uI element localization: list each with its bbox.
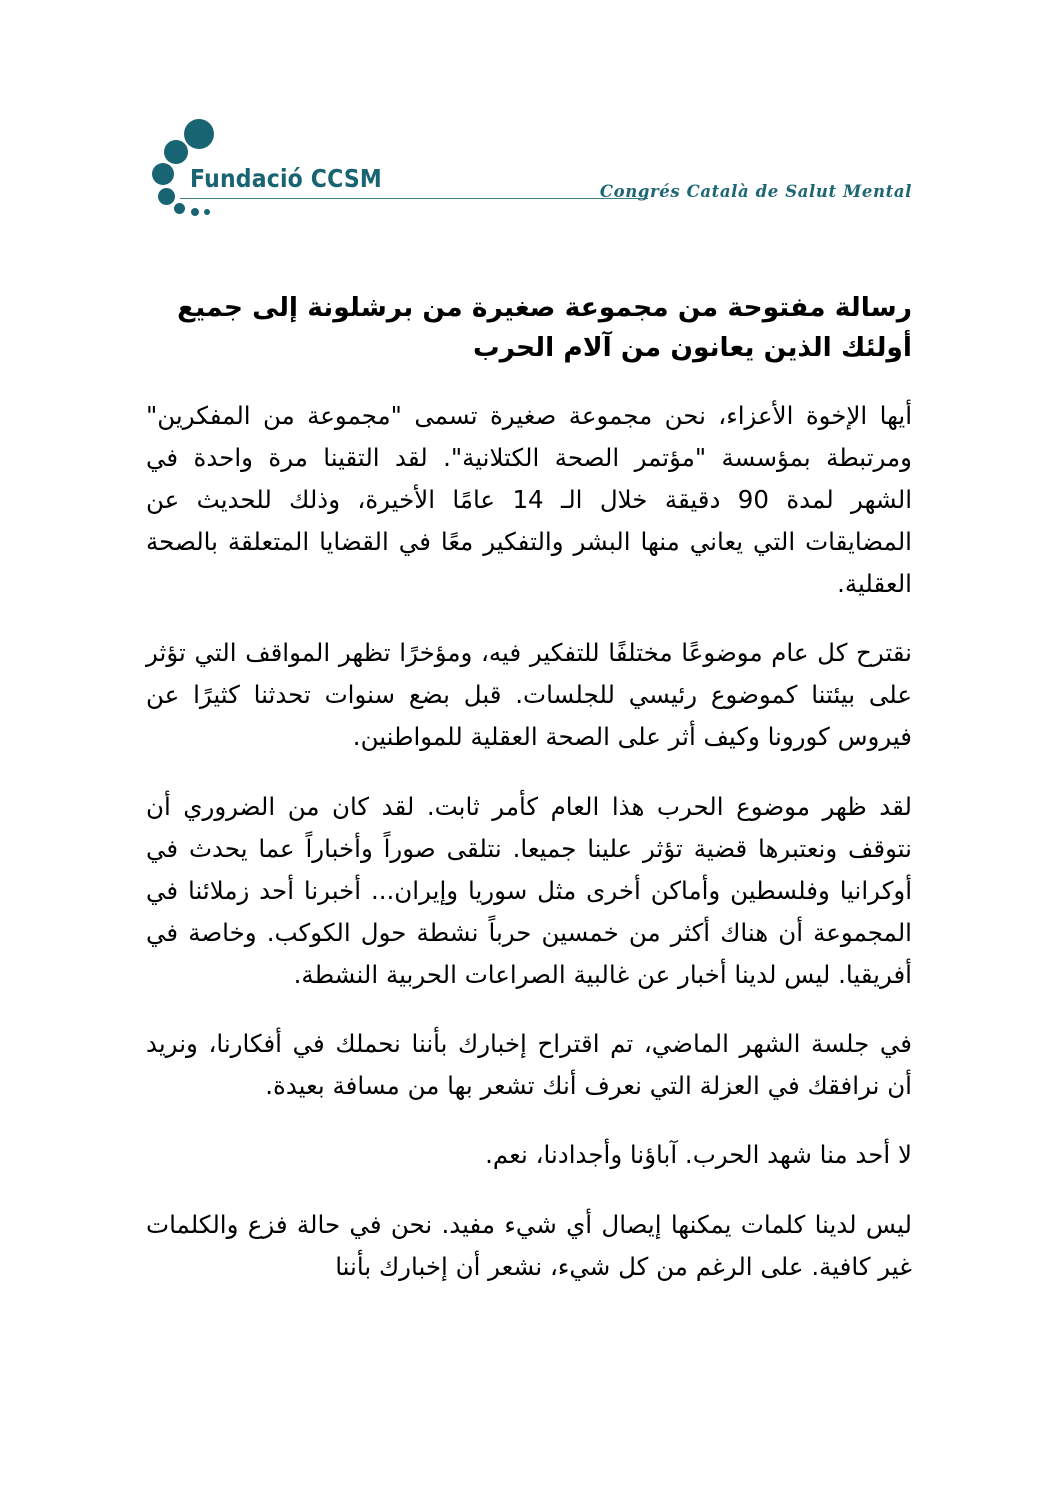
letterhead-header [150, 118, 912, 228]
ccsm-logo [150, 118, 382, 223]
letter-paragraph-4: في جلسة الشهر الماضي، تم اقتراح إخبارك بأننا نحملك في أفكارنا، ونريد أن نرافقك في العزلة التي نعرف أنك تشعر بها من مسافة بعيدة. [146, 1029, 912, 1101]
logo-wordmark: Fundació CCSM [190, 164, 382, 193]
letter-paragraph-2: نقترح كل عام موضوعًا مختلفًا للتفكير فيه، ومؤخرًا تظهر المواقف التي تؤثر على بيئتنا كموضوع رئيسي للجلسات. قبل بضع سنوات تحدثنا كثيرًا عن فيروس كورونا وكيف أثر على الصحة العقلية للمواطنين. [146, 638, 912, 752]
logo-dot-2-icon [164, 140, 188, 164]
logo-dot-1-icon [184, 119, 214, 149]
header-divider-rule [180, 198, 648, 199]
letter-body [146, 288, 912, 1288]
logo-dot-5-icon [174, 203, 185, 214]
logo-dot-7-icon [204, 209, 210, 215]
letter-paragraph-6: ليس لدينا كلمات يمكنها إيصال أي شيء مفيد. نحن في حالة فزع والكلمات غير كافية. على الرغم من كل شيء، نشعر أن إخبارك بأننا [146, 1209, 912, 1281]
header-tagline: Congrés Català de Salut Mental [599, 182, 912, 201]
page-title: رسالة مفتوحة من مجموعة صغيرة من برشلونة إلى جميع أولئك الذين يعانون من آلام الحرب [177, 292, 912, 364]
letter-paragraph-1: أيها الإخوة الأعزاء، نحن مجموعة صغيرة تسمى "مجموعة من المفكرين" ومرتبطة بمؤسسة "مؤتمر الصحة الكتلانية". لقد التقينا مرة واحدة في الشهر لمدة 90 دقيقة خلال الـ 14 عامًا الأخيرة، وذلك للحديث عن المضايقات التي يعاني منها البشر والتفكير معًا في القضايا المتعلقة بالصحة العقلية. [146, 400, 912, 599]
letter-paragraph-5: لا أحد منا شهد الحرب. آباؤنا وأجدادنا، نعم. [485, 1140, 912, 1170]
logo-dot-4-icon [158, 188, 175, 205]
letter-paragraph-3: لقد ظهر موضوع الحرب هذا العام كأمر ثابت. لقد كان من الضروري أن نتوقف ونعتبرها قضية تؤثر علينا جميعا. نتلقى صوراً وأخباراً عما يحدث في أوكرانيا وفلسطين وأماكن أخرى مثل سوريا وإيران... أخبرنا أحد زملائنا في المجموعة أن هناك أكثر من خمسين حرباً نشطة حول الكوكب. وخاصة في أفريقيا. ليس لدينا أخبار عن غالبية الصراعات الحربية النشطة. [146, 791, 912, 990]
logo-dot-3-icon [152, 163, 174, 185]
logo-dot-6-icon [191, 208, 199, 216]
